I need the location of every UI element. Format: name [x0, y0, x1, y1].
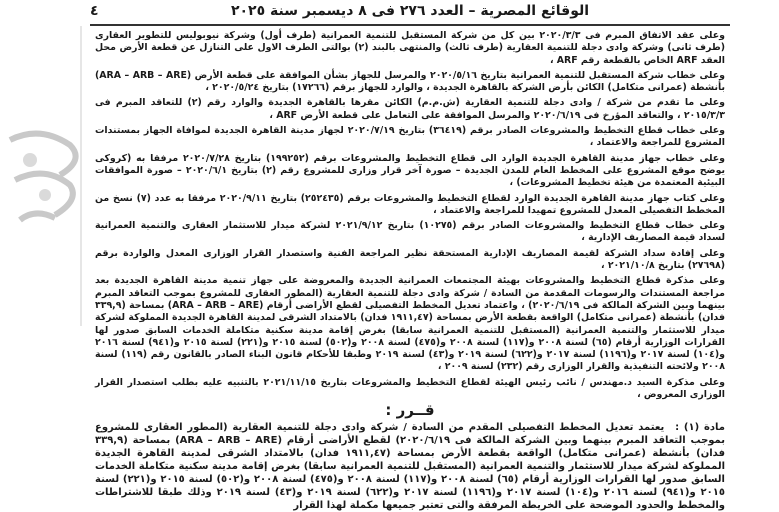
document-body	[95, 30, 726, 511]
page-number: ٤	[90, 3, 99, 19]
article-text: يعتمد تعديل المخطط التفصيلى المقدم من السادة / شركة وادى دجلة للتنمية العقارية (المطور العقارى للمشروع بموجب التعاقد المبرم بينهما وبين الشركة المالكة فى ٢٠٢٠/٦/١٩) لقطع الأراضى أرقام (ARA – ARB – ARE) بمساحة (٣٣٩,٩ فدان) بأنشطة (عمرانى متكامل) الواقعة بقطعة الأرض بمساحة (١٩١١,٤٧ فدان) بالامتداد الشرقى لمدينة القاهرة الجديدة المملوكة لشركة ميدار للاستثمار والتنمية العمرانية (المستقبل للتنمية العمرانية سابقا) بغرض إقامة مدينة سكنية متكاملة الخدمات السابق صدور لها القرارات الوزارية أرقام (٦٥) لسنة ٢٠٠٨ و(١١٧) لسنة ٢٠٠٨ و(٤٧٥) لسنة ٢٠٠٨ و(٥٠٢) لسنة ٢٠١٥ و(٢٢١) لسنة ٢٠١٥ و(٩٤١) لسنة ٢٠١٦ و(١٠٤) لسنة ٢٠١٧ و(١١٩٦) لسنة ٢٠١٧ و(٦٢٢) لسنة ٢٠١٩ و(٤٣) لسنة ٢٠١٩ وذلك طبقا للاشتراطات والمخطط والحدود الموضحة على الخريطة المرفقة والتى تعتبر جميعها مكملة لهذا القرار	[95, 421, 726, 511]
preamble-paragraph: وعلى مذكرة قطاع التخطيط والمشروعات بهيئة المجتمعات العمرانية الجديدة والمعروضة على جهاز تنمية مدينة القاهرة الجديدة بعد مراجعة المستندات والرسومات المقدمة من السادة / شركة وادى دجلة للتنمية العقارية (المطور العقارى للمشروع بموجب التعاقد المبرم بينهما وبين الشركة المالكة فى ٢٠٢٠/٦/١٩) ، واعتماد تعديل المخطط التفصيلى لقطع الأراضى أرقام (ARA – ARB – ARE) بمساحة (٣٣٩,٩ فدان) بأنشطة (عمرانى متكامل) الواقعة بقطعة الأرض بمساحة (١٩١١,٤٧ فدان) بالامتداد الشرقى لمدينة القاهرة الجديدة المملوكة لشركة ميدار للاستثمار والتنمية العمرانية (المستقبل للتنمية العمرانية سابقا) بغرض إقامة مدينة سكنية متكاملة الخدمات السابق صدور لها القرارات الوزارية أرقام (٦٥) لسنة ٢٠٠٨ و(١١٧) لسنة ٢٠٠٨ و(٤٧٥) لسنة ٢٠٠٨ و(٥٠٢) لسنة ٢٠١٥ و(٢٢١) لسنة ٢٠١٥ و(٩٤١) لسنة ٢٠١٦ و(١٠٤) لسنة ٢٠١٧ و(١١٩٦) لسنة ٢٠١٧ و(٦٢٢) لسنة ٢٠١٩ و(٤٣) لسنة ٢٠١٩ وطبقا للأحكام قانون البناء الصادر بالقانون رقم (١١٩) لسنة ٢٠٠٨ ولائحته التنفيذية والقرار الوزارى رقم (٢٣٢) لسنة ٢٠٠٩ ،	[95, 275, 725, 373]
decision-heading: قــرر :	[385, 401, 435, 420]
preamble-paragraph: وعلى خطاب شركة المستقبل للتنمية العمرانية بتاريخ ٢٠٢٠/٥/١٦ والمرسل للجهاز بشأن الموافقة على قطعة الأرض (ARA – ARB – ARE) بأنشطة (عمرانى متكامل) الكائن بأرض الشركة بالقاهرة الجديدة ، والوارد للجهاز برقم (١٧٢٦٦) بتاريخ ٢٠٢٠/٥/٢٤ ،	[95, 69, 725, 94]
margin-rule	[80, 26, 82, 326]
preamble-paragraph: وعلى ما تقدم من شركة / وادى دجلة للتنمية العقارية (ش.م.م) الكائن مقرها بالقاهرة الجديدة والوارد رقم (٢) للتعاقد المبرم فى ٢٠١٥/٣/٣ ، والتعاقد المؤرخ فى ٢٠٢٠/٦/١٩ والمرسل الموافقة على التعامل على قطعة الأرض ARF ،	[95, 97, 725, 121]
preamble-paragraph: وعلى خطاب قطاع التخطيط والمشروعات الصادر برقم (٣٦٤١٩) بتاريخ ٢٠٢٠/٧/١٩ لجهاز مدينة القاهرة الجديدة لموافاة الجهاز بمستندات المشروع للمراجعة والاعتماد ،	[95, 125, 725, 149]
preamble-paragraph: وعلى إفادة سداد الشركة لقيمة المصاريف الإدارية المستحقة نظير المراجعة الفنية واستصدار القرار الوزارى المعدل والواردة برقم (٢٧٦٩٨) بتاريخ ٢٠٢١/١٠/٨ ،	[95, 247, 725, 272]
article-1	[95, 421, 725, 512]
article-label: مادة (١) :	[675, 421, 725, 433]
page-header	[90, 0, 730, 26]
preamble-paragraph: وعلى خطاب قطاع التخطيط والمشروعات الصادر برقم (١٠٢٧٥) بتاريخ ٢٠٢١/٩/١٢ لشركة ميدار للاستثمار العقارى والتنمية العمرانية لسداد قيمة المصاريف الإدارية ،	[95, 220, 726, 244]
emblem-watermark	[0, 120, 100, 230]
gazette-title: الوقائع المصرية – العدد ٢٧٦ فى ٨ ديسمبر سنة ٢٠٢٥	[230, 3, 590, 19]
preamble-paragraph: وعلى خطاب جهاز مدينة القاهرة الجديدة الوارد الى قطاع التخطيط والمشروعات برقم (١٩٩٢٥٢) بتاريخ ٢٠٢٠/٧/٢٨ مرفقا به (كروكى يوضح موقع المشروع على المخطط العام للمدن الجديدة – صورة آخر قرار وزارى للمشروع رقم (٢) بتاريخ ٢٠٢٠/٦/١ – صورة الموافقات البيئية المعتمدة من هيئة تخطيط المشروعات) ،	[95, 152, 726, 189]
preamble-paragraph: وعلى عقد الاتفاق المبرم فى ٢٠٢٠/٣/٣ بين كل من شركة المستقبل للتنمية العمرانية (طرف أول) وشركة نيوبوليس للتطوير العقارى (طرف ثانى) وشركة وادى دجلة للتنمية العقارية (طرف ثالث) والمنتهى بالبند (٢) بوالتى الطرف الاول على التنازل عن قطعة الأرض محل العقد ARF الخاص بالقطعة رقم ARF ،	[95, 30, 726, 66]
preamble-paragraph: وعلى مذكرة السيد د.مهندس / نائب رئيس الهيئة لقطاع التخطيط والمشروعات بتاريخ ٢٠٢١/١١/١٥ بالتنبيه عليه بطلب استصدار القرار الوزارى المعروض ،	[95, 376, 726, 401]
preamble-paragraph: وعلى كتاب جهاز مدينة القاهرة الجديدة الوارد لقطاع التخطيط والمشروعات برقم (٢٥٢٤٣٥) بتاريخ ٢٠٢٠/٩/١١ مرفقا به عدد (٧) نسخ من المخطط التفصيلى المعدل للمشروع تمهيدا للمراجعة والاعتماد ،	[95, 192, 725, 216]
